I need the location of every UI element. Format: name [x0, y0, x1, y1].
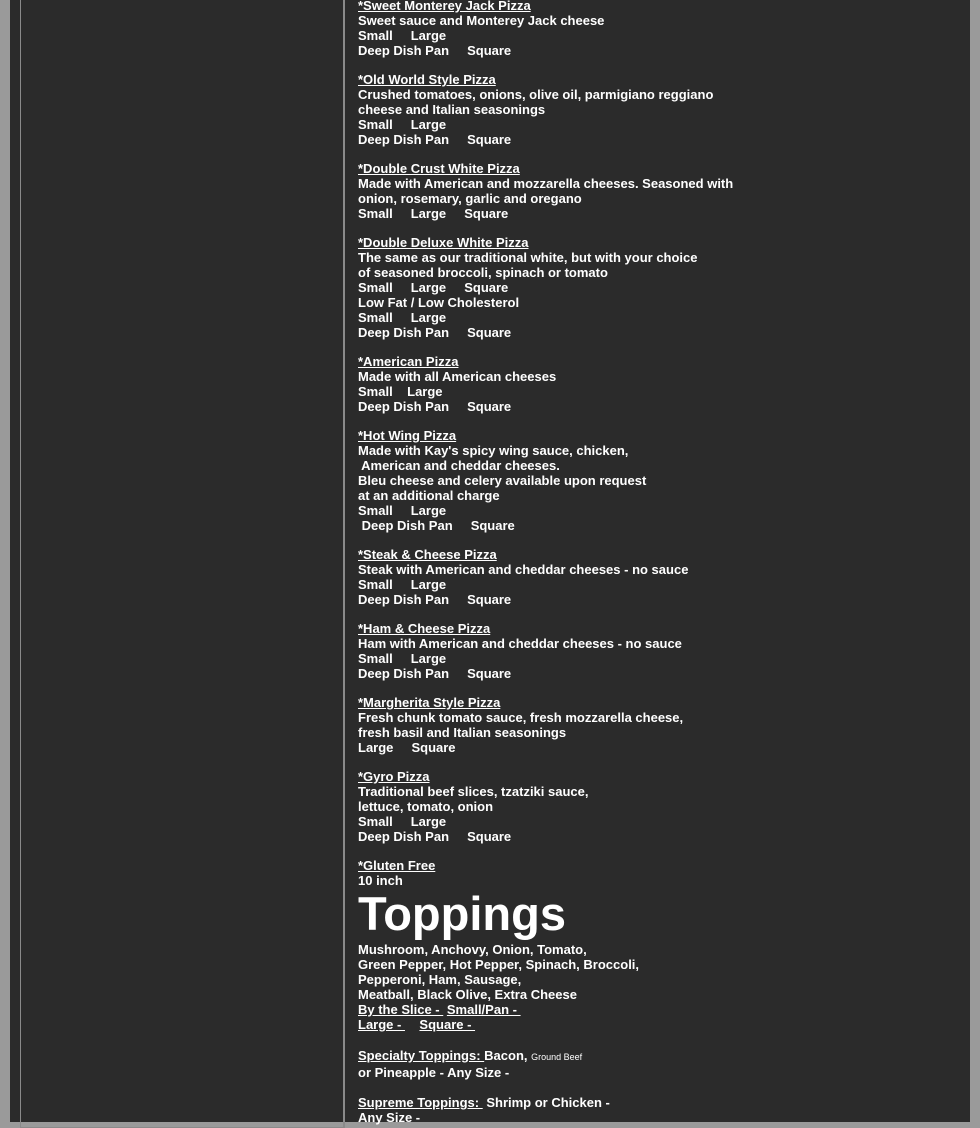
pizza-description-line: Deep Dish Pan Square — [358, 399, 512, 414]
specialty-toppings-price: or Pineapple - Any Size - — [358, 1065, 510, 1080]
pizza-description-line: Deep Dish Pan Square — [358, 43, 512, 58]
pizza-title: *Sweet Monterey Jack Pizza — [358, 0, 531, 13]
pizza-title: *Gluten Free — [358, 858, 436, 873]
pizza-description-line: Deep Dish Pan Square — [358, 132, 512, 147]
pizza-description-line: Made with Kay's spicy wing sauce, chicken, — [358, 443, 629, 458]
slice-price-line — [358, 1002, 958, 1017]
toppings-list-line: Green Pepper, Hot Pepper, Spinach, Broccoli, — [358, 957, 640, 972]
pizza-description-line: Made with American and mozzarella cheeses. Seasoned with — [358, 176, 734, 191]
pizza-description-line: Small Large — [358, 117, 447, 132]
pizza-title: *Steak & Cheese Pizza — [358, 547, 497, 562]
pizza-description-line: fresh basil and Italian seasonings — [358, 725, 567, 740]
pizza-description-line: Small Large Square — [358, 280, 509, 295]
by-slice-label: By the Slice - — [358, 1002, 444, 1017]
pizza-item — [358, 621, 958, 681]
supreme-toppings-line — [358, 1095, 958, 1110]
pizza-item — [358, 72, 958, 147]
pizza-description-line: Deep Dish Pan Square — [358, 325, 512, 340]
pizza-description-line: Made with all American cheeses — [358, 369, 557, 384]
supreme-toppings-items: Shrimp or Chicken - — [482, 1095, 610, 1110]
pizza-item — [358, 235, 958, 340]
pizza-description-line: The same as our traditional white, but with your choice — [358, 250, 698, 265]
pizza-description-line: lettuce, tomato, onion — [358, 799, 494, 814]
pizza-description-line: Steak with American and cheddar cheeses - no sauce — [358, 562, 689, 577]
pizza-item — [358, 695, 958, 755]
specialty-toppings-label: Specialty Toppings: — [358, 1048, 485, 1063]
pizza-description-line: Small Large — [358, 310, 447, 325]
pizza-title: *Old World Style Pizza — [358, 72, 496, 87]
size-price-line — [358, 1017, 958, 1032]
pizza-menu — [358, 0, 958, 1125]
pizza-description-line: Small Large — [358, 384, 443, 399]
pizza-title: *American Pizza — [358, 354, 459, 369]
square-label: Square - — [419, 1017, 476, 1032]
pizza-description-line: Deep Dish Pan Square — [358, 518, 515, 533]
pizza-item — [358, 858, 958, 888]
pizza-description-line: 10 inch — [358, 873, 403, 888]
pizza-description-line: Small Large — [358, 651, 447, 666]
specialty-toppings-line — [358, 1048, 958, 1065]
pizza-description-line: Small Large — [358, 503, 447, 518]
pizza-description-line: Crushed tomatoes, onions, olive oil, parmigiano reggiano — [358, 87, 714, 102]
supreme-toppings-label: Supreme Toppings: — [358, 1095, 483, 1110]
toppings-list-line: Meatball, Black Olive, Extra Cheese — [358, 987, 577, 1002]
pizza-title: *Double Crust White Pizza — [358, 161, 520, 176]
pizza-description-line: Bleu cheese and celery available upon request — [358, 473, 647, 488]
pizza-description-line: Small Large — [358, 577, 447, 592]
toppings-list-line: Pepperoni, Ham, Sausage, — [358, 972, 522, 987]
pizza-description-line: Small Large — [358, 28, 447, 43]
pizza-title: *Margherita Style Pizza — [358, 695, 501, 710]
pizza-title: *Ham & Cheese Pizza — [358, 621, 491, 636]
pizza-description-line: onion, rosemary, garlic and oregano — [358, 191, 582, 206]
pizza-title: *Hot Wing Pizza — [358, 428, 457, 443]
pizza-description-line: Traditional beef slices, tzatziki sauce, — [358, 784, 589, 799]
pizza-item — [358, 0, 958, 58]
pizza-description-line: Ham with American and cheddar cheeses - no sauce — [358, 636, 682, 651]
pizza-description-line: Low Fat / Low Cholesterol — [358, 295, 520, 310]
small-pan-label: Small/Pan - — [446, 1002, 521, 1017]
pizza-title: *Double Deluxe White Pizza — [358, 235, 529, 250]
pizza-item — [358, 161, 958, 221]
pizza-item — [358, 547, 958, 607]
supreme-toppings-price: Any Size - — [358, 1110, 421, 1125]
pizza-description-line: Small Large — [358, 814, 447, 829]
pizza-description-line: at an additional charge — [358, 488, 500, 503]
pizza-list — [358, 0, 958, 888]
pizza-description-line: Sweet sauce and Monterey Jack cheese — [358, 13, 605, 28]
pizza-description-line: Deep Dish Pan Square — [358, 829, 512, 844]
toppings-section — [358, 889, 958, 1125]
pizza-description-line: cheese and Italian seasonings — [358, 102, 546, 117]
large-label: Large - — [358, 1017, 405, 1032]
specialty-toppings-ground-beef: Ground Beef — [531, 1052, 583, 1062]
specialty-toppings-items: Bacon, — [484, 1048, 532, 1063]
left-sidebar-column — [20, 0, 344, 1128]
pizza-description-line: American and cheddar cheeses. — [358, 458, 560, 473]
toppings-list-line: Mushroom, Anchovy, Onion, Tomato, — [358, 942, 587, 957]
pizza-description-line: Deep Dish Pan Square — [358, 666, 512, 681]
pizza-item — [358, 769, 958, 844]
pizza-item — [358, 354, 958, 414]
pizza-title: *Gyro Pizza — [358, 769, 430, 784]
pizza-description-line: of seasoned broccoli, spinach or tomato — [358, 265, 608, 280]
pizza-item — [358, 428, 958, 533]
pizza-description-line: Small Large Square — [358, 206, 509, 221]
pizza-description-line: Deep Dish Pan Square — [358, 592, 512, 607]
pizza-description-line: Large Square — [358, 740, 456, 755]
toppings-heading: Toppings — [358, 887, 566, 940]
pizza-description-line: Fresh chunk tomato sauce, fresh mozzarella cheese, — [358, 710, 684, 725]
